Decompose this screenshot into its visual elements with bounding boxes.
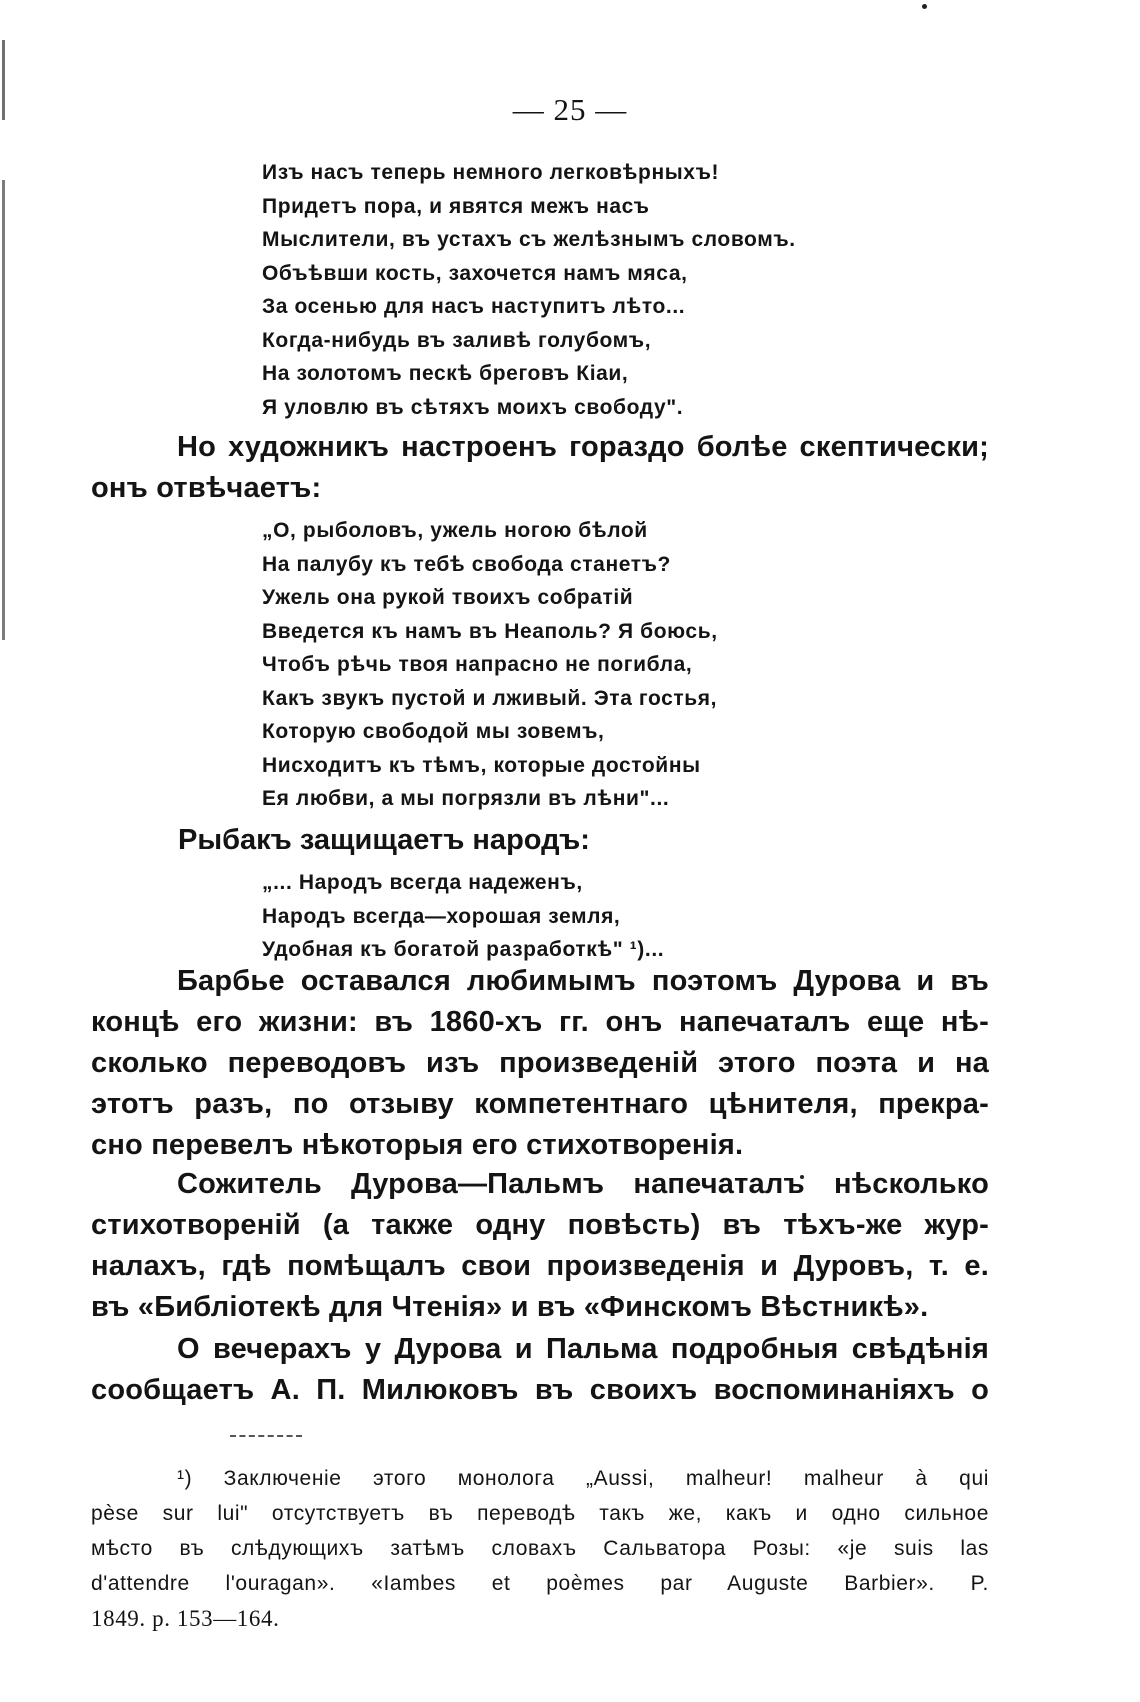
verse-line: Придетъ пора, и явятся межъ насъ — [262, 194, 650, 218]
verse-line: На палубу къ тебѣ свобода станетъ? — [262, 552, 671, 576]
verse-line: Я уловлю въ сѣтяхъ моихъ свободу". — [262, 395, 684, 419]
paragraph-line: Сожитель Дурова—Пальмъ напечаталъ нѣсколько — [177, 1168, 989, 1200]
paragraph-line: онъ отвѣчаетъ: — [91, 472, 322, 504]
footnote-line: d'attendre l'ouragan». «Iambes et poèmes par Auguste Barbier». P. — [91, 1572, 989, 1595]
paragraph-line: этотъ разъ, по отзыву компетентнаго цѣнителя, прекра- — [91, 1088, 989, 1120]
paragraph-line: сколько переводовъ изъ произведеній этого поэта и на — [91, 1047, 989, 1079]
verse-line: Объѣвши кость, захочется намъ мяса, — [262, 261, 688, 285]
footnote-line: 1849. p. 153—164. — [91, 1606, 280, 1631]
verse-line: Удобная къ богатой разработкѣ" ¹)... — [262, 938, 665, 961]
paragraph-line: въ «Библіотекѣ для Чтенія» и въ «Финскомъ Вѣстникѣ». — [91, 1291, 929, 1323]
paragraph-line: Но художникъ настроенъ гораздо болѣе скептически; — [177, 431, 989, 463]
paragraph-line: стихотвореній (а также одну повѣсть) въ тѣхъ-же жур- — [91, 1209, 989, 1241]
verse-line: На золотомъ пескѣ бреговъ Кіаи, — [262, 362, 629, 385]
paragraph-barbier — [91, 961, 989, 1166]
paragraph-line: сно перевелъ нѣкоторыя его стихотворенія. — [91, 1129, 744, 1161]
verse-line: Ея любви, а мы погрязли въ лѣни"... — [262, 787, 670, 810]
verse-block-1 — [262, 156, 796, 424]
verse-line: Чтобъ рѣчь твоя напрасно не погибла, — [262, 653, 693, 676]
paragraph-palm — [91, 1164, 989, 1328]
footnote-line: ¹) Заключеніе этого монолога „Aussi, malheur! malheur à qui — [177, 1467, 989, 1490]
verse-line: Ужель она рукой твоихъ собратій — [262, 586, 634, 609]
paragraph-line: концѣ его жизни: въ 1860-хъ гг. онъ напечаталъ еще нѣ- — [91, 1006, 989, 1038]
footnote-separator — [230, 1435, 302, 1437]
verse-line: „... Народъ всегда надеженъ, — [262, 871, 583, 894]
verse-line: „О, рыболовъ, ужель ногою бѣлой — [262, 519, 648, 542]
paragraph-line: налахъ, гдѣ помѣщалъ свои произведенія и Дуровъ, т. е. — [91, 1250, 989, 1282]
paragraph-line: сообщаетъ А. П. Милюковъ въ своихъ воспоминаніяхъ о — [91, 1374, 989, 1406]
ink-speck — [922, 4, 927, 9]
paragraph-line: О вечерахъ у Дурова и Пальма подробныя свѣдѣнія — [177, 1333, 989, 1365]
footnote-line: pèse sur lui" отсутствуетъ въ переводѣ такъ же, какъ и одно сильное — [91, 1502, 989, 1525]
verse-line: Нисходитъ къ тѣмъ, которые достойны — [262, 753, 701, 777]
verse-line: Какъ звукъ пустой и лживый. Эта гостья, — [262, 686, 718, 710]
verse-line: За осенью для насъ наступитъ лѣто... — [262, 295, 686, 318]
footnote-line: мѣсто въ слѣдующихъ затѣмъ словахъ Сальватора Розы: «je suis las — [91, 1537, 989, 1560]
verse-line: Когда-нибудь въ заливѣ голубомъ, — [262, 328, 652, 352]
paragraph-line: Барбье оставался любимымъ поэтомъ Дурова и въ — [177, 965, 989, 997]
fisherman-intro: Рыбакъ защищаетъ народъ: — [178, 824, 590, 856]
page-edge-line — [2, 40, 5, 1040]
verse-line: Введется къ намъ въ Неаполь? Я боюсь, — [262, 619, 718, 643]
page-number: — 25 — — [512, 92, 628, 127]
verse-block-2 — [262, 514, 718, 816]
paragraph-skeptic — [91, 427, 989, 509]
verse-line: Народъ всегда—хорошая земля, — [262, 904, 621, 928]
footnote — [91, 1461, 989, 1636]
verse-line: Мыслители, въ устахъ съ желѣзнымъ словомъ. — [262, 228, 796, 251]
verse-block-3 — [262, 866, 664, 967]
paragraph-evenings — [91, 1329, 989, 1411]
verse-line: Изъ насъ теперь немного легковѣрныхъ! — [262, 161, 720, 184]
verse-line: Которую свободой мы зовемъ, — [262, 720, 605, 743]
